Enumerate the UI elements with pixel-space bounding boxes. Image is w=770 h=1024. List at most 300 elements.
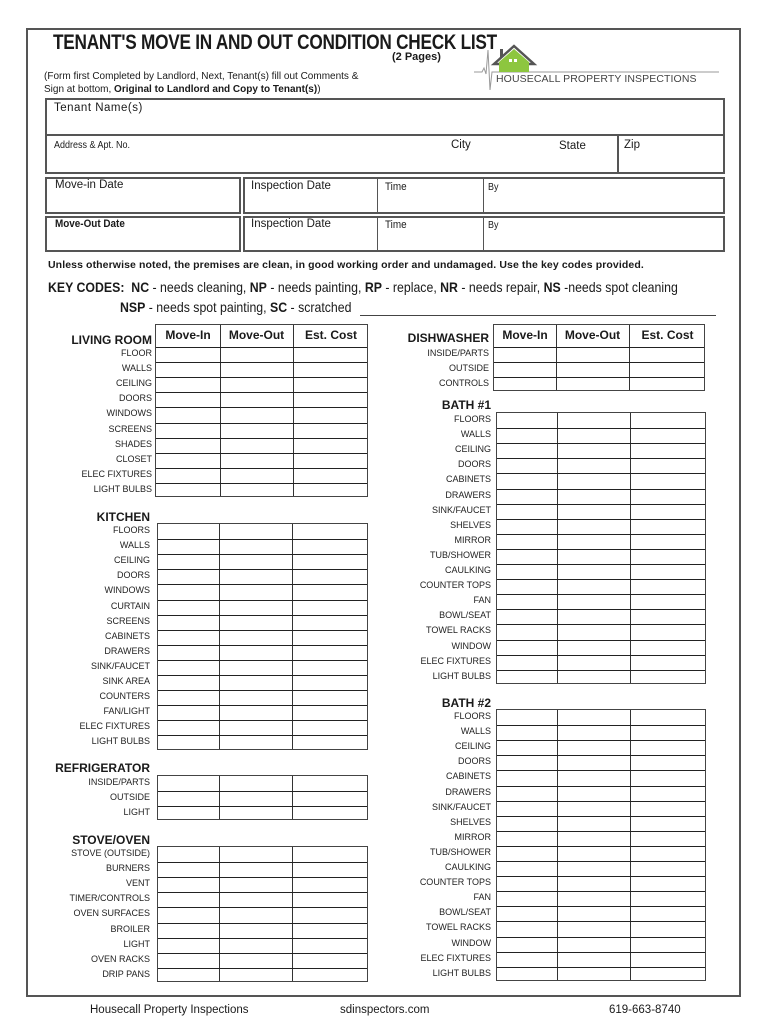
est-cost-cell[interactable] bbox=[630, 363, 705, 376]
move-out-cell[interactable] bbox=[220, 939, 291, 952]
key-code-abbr: SC bbox=[269, 299, 288, 315]
move-in-cell[interactable] bbox=[498, 656, 556, 669]
est-cost-cell[interactable] bbox=[631, 459, 706, 472]
move-out-cell[interactable] bbox=[221, 454, 292, 467]
move-out-cell[interactable] bbox=[220, 954, 291, 967]
move-out-cell[interactable] bbox=[558, 817, 629, 830]
move-out-cell[interactable] bbox=[558, 892, 629, 905]
move-in-cell[interactable] bbox=[159, 878, 218, 891]
city-field[interactable]: City bbox=[451, 139, 471, 151]
move-in-cell[interactable] bbox=[498, 520, 556, 533]
move-in-cell[interactable] bbox=[498, 429, 556, 442]
move-out-cell[interactable] bbox=[558, 535, 629, 548]
key-code-abbr: NSP bbox=[120, 299, 146, 315]
est-cost-cell[interactable] bbox=[293, 736, 368, 749]
move-in-cell[interactable] bbox=[498, 847, 556, 860]
move-in-cell[interactable] bbox=[159, 601, 218, 614]
est-cost-cell[interactable] bbox=[631, 817, 706, 830]
move-out-cell[interactable] bbox=[558, 953, 629, 966]
est-cost-cell[interactable] bbox=[294, 469, 368, 482]
row-label: FLOOR bbox=[120, 348, 152, 358]
checklist-grid bbox=[157, 523, 368, 750]
move-in-cell[interactable] bbox=[498, 580, 556, 593]
est-cost-cell[interactable] bbox=[631, 862, 706, 875]
est-cost-cell[interactable] bbox=[293, 863, 368, 876]
move-out-cell[interactable] bbox=[220, 736, 291, 749]
move-in-cell[interactable] bbox=[159, 525, 218, 538]
row-label: DOORS bbox=[457, 756, 491, 767]
move-out-cell[interactable] bbox=[558, 474, 629, 487]
est-cost-cell[interactable] bbox=[631, 520, 706, 533]
checklist-grid bbox=[496, 412, 706, 684]
divider bbox=[483, 218, 484, 250]
move-out-cell[interactable] bbox=[558, 444, 629, 457]
move-in-cell[interactable] bbox=[498, 565, 556, 578]
row-label: BOWL/SEAT bbox=[439, 907, 491, 918]
divider bbox=[377, 179, 378, 212]
section-title: BATH #1 bbox=[441, 398, 491, 412]
est-cost-cell[interactable] bbox=[294, 363, 368, 376]
move-out-cell[interactable] bbox=[558, 756, 629, 769]
est-cost-cell[interactable] bbox=[293, 721, 368, 734]
move-in-cell[interactable] bbox=[159, 777, 218, 790]
move-in-cell[interactable] bbox=[157, 393, 219, 406]
move-out-cell[interactable] bbox=[220, 848, 291, 861]
checklist-grid bbox=[157, 775, 368, 820]
est-cost-cell[interactable] bbox=[631, 580, 706, 593]
move-in-cell[interactable] bbox=[498, 595, 556, 608]
row-label: TIMER/CONTROLS bbox=[69, 893, 150, 904]
move-out-cell[interactable] bbox=[221, 484, 292, 497]
row-label: FAN/LIGHT bbox=[103, 706, 150, 717]
move-in-cell[interactable] bbox=[159, 736, 218, 749]
move-in-inspection-date-field[interactable]: Inspection Date bbox=[251, 180, 331, 192]
move-in-cell[interactable] bbox=[159, 924, 218, 937]
move-out-cell[interactable] bbox=[558, 625, 629, 638]
move-out-cell[interactable] bbox=[558, 968, 629, 981]
row-label: CABINETS bbox=[445, 474, 491, 485]
checklist-grid bbox=[155, 324, 368, 497]
est-cost-cell[interactable] bbox=[630, 348, 705, 361]
move-out-inspection-date-field[interactable]: Inspection Date bbox=[251, 218, 331, 230]
move-out-cell[interactable] bbox=[558, 832, 629, 845]
row-label: WALLS bbox=[121, 363, 152, 374]
move-in-cell[interactable] bbox=[498, 711, 556, 724]
row-label: DOORS bbox=[116, 570, 150, 581]
move-out-cell[interactable] bbox=[221, 408, 292, 421]
move-out-cell[interactable] bbox=[220, 540, 291, 553]
move-out-cell[interactable] bbox=[558, 741, 629, 754]
est-cost-cell[interactable] bbox=[294, 454, 368, 467]
row-label: WINDOW bbox=[451, 640, 491, 651]
move-in-cell[interactable] bbox=[498, 671, 556, 684]
state-field[interactable]: State bbox=[559, 140, 586, 152]
form-instructions bbox=[44, 70, 358, 96]
move-in-cell[interactable] bbox=[495, 363, 555, 376]
key-code-abbr: RP bbox=[364, 279, 382, 295]
row-label: SHADES bbox=[114, 438, 152, 449]
move-in-cell[interactable] bbox=[498, 726, 556, 739]
est-cost-cell[interactable] bbox=[293, 792, 368, 805]
move-in-cell[interactable] bbox=[498, 474, 556, 487]
move-in-cell[interactable] bbox=[159, 706, 218, 719]
est-cost-cell[interactable] bbox=[293, 969, 368, 982]
move-out-cell[interactable] bbox=[221, 348, 292, 361]
move-in-cell[interactable] bbox=[159, 540, 218, 553]
move-in-cell[interactable] bbox=[159, 939, 218, 952]
page-title: TENANT'S MOVE IN AND OUT CONDITION CHECK LIST bbox=[53, 31, 497, 54]
move-out-cell[interactable] bbox=[558, 580, 629, 593]
move-in-cell[interactable] bbox=[157, 469, 219, 482]
est-cost-cell[interactable] bbox=[294, 348, 368, 361]
row-label: ELEC FIXTURES bbox=[79, 721, 150, 732]
move-in-cell[interactable] bbox=[498, 877, 556, 890]
row-label: COUNTER TOPS bbox=[419, 877, 491, 888]
est-cost-cell[interactable] bbox=[631, 625, 706, 638]
row-label: CABINETS bbox=[445, 771, 491, 782]
est-cost-cell[interactable] bbox=[293, 908, 368, 921]
est-cost-cell[interactable] bbox=[631, 444, 706, 457]
move-out-cell[interactable] bbox=[220, 525, 291, 538]
key-code-desc: - needs cleaning, bbox=[149, 279, 250, 295]
est-cost-cell[interactable] bbox=[631, 938, 706, 951]
move-in-cell[interactable] bbox=[495, 378, 555, 391]
est-cost-cell[interactable] bbox=[630, 378, 705, 391]
zip-field[interactable]: Zip bbox=[624, 139, 640, 151]
est-cost-cell[interactable] bbox=[294, 439, 368, 452]
move-in-cell[interactable] bbox=[498, 505, 556, 518]
est-cost-cell[interactable] bbox=[631, 505, 706, 518]
divider bbox=[377, 218, 378, 250]
key-code-abbr: NP bbox=[249, 279, 267, 295]
move-in-cell[interactable] bbox=[159, 585, 218, 598]
move-out-cell[interactable] bbox=[220, 661, 291, 674]
row-label: BROILER bbox=[110, 923, 150, 934]
est-cost-cell[interactable] bbox=[631, 832, 706, 845]
move-out-cell[interactable] bbox=[558, 671, 629, 684]
move-out-cell[interactable] bbox=[220, 924, 291, 937]
move-out-cell[interactable] bbox=[558, 429, 629, 442]
est-cost-cell[interactable] bbox=[293, 848, 368, 861]
row-label: BURNERS bbox=[105, 863, 150, 874]
key-codes-underline bbox=[360, 315, 716, 316]
move-out-cell[interactable] bbox=[558, 641, 629, 654]
est-cost-cell[interactable] bbox=[293, 924, 368, 937]
row-label: OUTSIDE bbox=[109, 792, 150, 803]
move-out-cell[interactable] bbox=[220, 616, 291, 629]
move-out-cell[interactable] bbox=[220, 908, 291, 921]
move-out-cell[interactable] bbox=[220, 676, 291, 689]
est-cost-cell[interactable] bbox=[631, 741, 706, 754]
move-out-cell[interactable] bbox=[558, 565, 629, 578]
move-out-cell[interactable] bbox=[558, 414, 629, 427]
est-cost-cell[interactable] bbox=[631, 414, 706, 427]
move-out-cell[interactable] bbox=[220, 601, 291, 614]
est-cost-cell[interactable] bbox=[631, 787, 706, 800]
move-in-cell[interactable] bbox=[159, 661, 218, 674]
est-cost-cell[interactable] bbox=[631, 907, 706, 920]
page-count: (2 Pages) bbox=[392, 51, 441, 63]
est-cost-cell[interactable] bbox=[631, 726, 706, 739]
move-out-cell[interactable] bbox=[558, 726, 629, 739]
move-in-cell[interactable] bbox=[159, 721, 218, 734]
move-in-cell[interactable] bbox=[498, 756, 556, 769]
move-out-cell[interactable] bbox=[221, 363, 292, 376]
move-out-cell[interactable] bbox=[220, 570, 291, 583]
est-cost-cell[interactable] bbox=[293, 661, 368, 674]
move-out-cell[interactable] bbox=[558, 595, 629, 608]
move-out-cell[interactable] bbox=[558, 656, 629, 669]
section-title: BATH #2 bbox=[441, 696, 491, 710]
move-in-cell[interactable] bbox=[498, 907, 556, 920]
move-in-cell[interactable] bbox=[498, 953, 556, 966]
est-cost-cell[interactable] bbox=[631, 671, 706, 684]
move-in-cell[interactable] bbox=[157, 484, 219, 497]
move-out-cell[interactable] bbox=[221, 424, 292, 437]
row-label: TUB/SHOWER bbox=[429, 549, 491, 560]
move-in-cell[interactable] bbox=[498, 459, 556, 472]
move-in-cell[interactable] bbox=[498, 490, 556, 503]
move-in-cell[interactable] bbox=[498, 414, 556, 427]
move-in-cell[interactable] bbox=[159, 969, 218, 982]
est-cost-cell[interactable] bbox=[293, 807, 368, 820]
move-out-cell[interactable] bbox=[558, 459, 629, 472]
move-out-cell[interactable] bbox=[220, 777, 291, 790]
move-out-cell[interactable] bbox=[221, 378, 292, 391]
est-cost-cell[interactable] bbox=[631, 771, 706, 784]
move-in-cell[interactable] bbox=[498, 641, 556, 654]
est-cost-cell[interactable] bbox=[293, 646, 368, 659]
row-label: FAN bbox=[473, 595, 491, 606]
move-out-cell[interactable] bbox=[558, 610, 629, 623]
move-out-cell[interactable] bbox=[220, 706, 291, 719]
row-label: FLOORS bbox=[112, 525, 150, 535]
move-out-by-field[interactable]: By bbox=[488, 220, 499, 231]
est-cost-cell[interactable] bbox=[631, 802, 706, 815]
est-cost-cell[interactable] bbox=[293, 691, 368, 704]
move-in-cell[interactable] bbox=[157, 454, 219, 467]
est-cost-cell[interactable] bbox=[631, 490, 706, 503]
move-out-cell[interactable] bbox=[221, 439, 292, 452]
key-code-desc: - scratched bbox=[287, 299, 352, 315]
move-in-by-field[interactable]: By bbox=[488, 182, 499, 193]
row-label: BOWL/SEAT bbox=[439, 610, 491, 621]
est-cost-cell[interactable] bbox=[631, 756, 706, 769]
move-in-time-field[interactable]: Time bbox=[385, 181, 407, 193]
move-in-cell[interactable] bbox=[498, 802, 556, 815]
move-in-cell[interactable] bbox=[159, 792, 218, 805]
move-out-cell[interactable] bbox=[558, 505, 629, 518]
est-cost-cell[interactable] bbox=[293, 939, 368, 952]
tenant-names-field[interactable]: Tenant Name(s) bbox=[54, 102, 143, 114]
divider bbox=[47, 134, 723, 136]
move-in-cell[interactable] bbox=[157, 363, 219, 376]
row-label: MIRROR bbox=[454, 831, 491, 842]
move-out-cell[interactable] bbox=[558, 711, 629, 724]
est-cost-cell[interactable] bbox=[293, 570, 368, 583]
move-in-cell[interactable] bbox=[498, 832, 556, 845]
move-in-cell[interactable] bbox=[159, 646, 218, 659]
move-out-cell[interactable] bbox=[220, 721, 291, 734]
row-label: INSIDE/PARTS bbox=[427, 348, 489, 358]
est-cost-cell[interactable] bbox=[631, 610, 706, 623]
move-out-cell[interactable] bbox=[558, 787, 629, 800]
move-out-cell[interactable] bbox=[220, 691, 291, 704]
est-cost-cell[interactable] bbox=[631, 968, 706, 981]
tenant-info-box bbox=[45, 98, 725, 174]
move-in-cell[interactable] bbox=[498, 938, 556, 951]
est-cost-cell[interactable] bbox=[631, 565, 706, 578]
move-out-cell[interactable] bbox=[558, 550, 629, 563]
section-title: KITCHEN bbox=[96, 510, 150, 524]
move-in-cell[interactable] bbox=[498, 817, 556, 830]
move-out-cell[interactable] bbox=[557, 363, 628, 376]
move-out-cell[interactable] bbox=[558, 520, 629, 533]
move-out-cell[interactable] bbox=[220, 631, 291, 644]
move-in-cell[interactable] bbox=[157, 348, 219, 361]
move-in-cell[interactable] bbox=[159, 616, 218, 629]
est-cost-cell[interactable] bbox=[294, 484, 368, 497]
move-out-cell[interactable] bbox=[220, 969, 291, 982]
est-cost-cell[interactable] bbox=[294, 378, 368, 391]
row-label: LIGHT BULBS bbox=[91, 736, 150, 747]
move-in-cell[interactable] bbox=[498, 444, 556, 457]
move-in-cell[interactable] bbox=[159, 893, 218, 906]
move-in-cell[interactable] bbox=[159, 570, 218, 583]
move-out-cell[interactable] bbox=[220, 807, 291, 820]
est-cost-cell[interactable] bbox=[631, 892, 706, 905]
est-cost-cell[interactable] bbox=[293, 540, 368, 553]
move-out-cell[interactable] bbox=[220, 878, 291, 891]
est-cost-cell[interactable] bbox=[631, 429, 706, 442]
move-in-cell[interactable] bbox=[159, 691, 218, 704]
move-out-cell[interactable] bbox=[220, 646, 291, 659]
est-cost-cell[interactable] bbox=[631, 550, 706, 563]
move-out-cell[interactable] bbox=[220, 792, 291, 805]
est-cost-cell[interactable] bbox=[631, 474, 706, 487]
row-label: ELEC FIXTURES bbox=[81, 468, 152, 479]
key-codes-line-1 bbox=[48, 279, 678, 295]
est-cost-cell[interactable] bbox=[631, 641, 706, 654]
move-out-cell[interactable] bbox=[220, 863, 291, 876]
divider bbox=[483, 179, 484, 212]
est-cost-cell[interactable] bbox=[631, 535, 706, 548]
move-in-cell[interactable] bbox=[498, 535, 556, 548]
section-title: REFRIGERATOR bbox=[55, 761, 150, 775]
move-out-cell[interactable] bbox=[220, 585, 291, 598]
checklist-grid bbox=[157, 846, 368, 982]
est-cost-cell[interactable] bbox=[631, 595, 706, 608]
est-cost-cell[interactable] bbox=[631, 877, 706, 890]
est-cost-cell[interactable] bbox=[293, 616, 368, 629]
move-out-time-field[interactable]: Time bbox=[385, 219, 407, 231]
est-cost-cell[interactable] bbox=[294, 393, 368, 406]
row-label: CEILING bbox=[113, 555, 150, 566]
move-out-cell[interactable] bbox=[558, 877, 629, 890]
est-cost-cell[interactable] bbox=[293, 525, 368, 538]
move-in-cell[interactable] bbox=[157, 439, 219, 452]
move-in-cell[interactable] bbox=[159, 631, 218, 644]
est-cost-cell[interactable] bbox=[293, 585, 368, 598]
est-cost-cell[interactable] bbox=[293, 555, 368, 568]
move-out-cell[interactable] bbox=[558, 771, 629, 784]
move-out-cell[interactable] bbox=[220, 555, 291, 568]
row-label: DOORS bbox=[457, 459, 491, 470]
est-cost-cell[interactable] bbox=[294, 424, 368, 437]
est-cost-cell[interactable] bbox=[294, 408, 368, 421]
section-title: STOVE/OVEN bbox=[72, 833, 150, 847]
move-in-cell[interactable] bbox=[157, 408, 219, 421]
move-in-cell[interactable] bbox=[159, 676, 218, 689]
logo-text: HOUSECALL PROPERTY INSPECTIONS bbox=[496, 73, 697, 85]
est-cost-cell[interactable] bbox=[293, 893, 368, 906]
move-in-cell[interactable] bbox=[159, 807, 218, 820]
move-in-cell[interactable] bbox=[498, 862, 556, 875]
move-in-cell[interactable] bbox=[498, 741, 556, 754]
est-cost-cell[interactable] bbox=[293, 878, 368, 891]
est-cost-cell[interactable] bbox=[293, 954, 368, 967]
est-cost-cell[interactable] bbox=[293, 601, 368, 614]
move-in-cell[interactable] bbox=[498, 787, 556, 800]
move-in-cell[interactable] bbox=[159, 954, 218, 967]
est-cost-cell[interactable] bbox=[293, 676, 368, 689]
move-in-cell[interactable] bbox=[159, 555, 218, 568]
move-in-cell[interactable] bbox=[157, 378, 219, 391]
move-out-cell[interactable] bbox=[221, 469, 292, 482]
move-in-cell[interactable] bbox=[498, 892, 556, 905]
move-out-cell[interactable] bbox=[558, 490, 629, 503]
move-out-cell[interactable] bbox=[558, 847, 629, 860]
est-cost-cell[interactable] bbox=[631, 656, 706, 669]
move-in-cell[interactable] bbox=[495, 348, 555, 361]
move-in-cell[interactable] bbox=[498, 968, 556, 981]
move-out-cell[interactable] bbox=[558, 802, 629, 815]
column-header: Move-Out bbox=[564, 328, 621, 342]
move-out-cell[interactable] bbox=[221, 393, 292, 406]
move-out-cell[interactable] bbox=[557, 348, 628, 361]
row-label: VENT bbox=[125, 878, 150, 889]
row-label: SINK/FAUCET bbox=[90, 660, 150, 671]
move-in-cell[interactable] bbox=[157, 424, 219, 437]
est-cost-cell[interactable] bbox=[631, 711, 706, 724]
move-out-cell[interactable] bbox=[558, 862, 629, 875]
footer-website[interactable]: sdinspectors.com bbox=[340, 1004, 430, 1016]
move-out-cell[interactable] bbox=[558, 922, 629, 935]
row-label: TOWEL RACKS bbox=[425, 922, 491, 933]
column-header: Move-Out bbox=[228, 328, 285, 342]
est-cost-cell[interactable] bbox=[631, 847, 706, 860]
est-cost-cell[interactable] bbox=[293, 631, 368, 644]
est-cost-cell[interactable] bbox=[631, 953, 706, 966]
move-in-cell[interactable] bbox=[159, 848, 218, 861]
move-in-cell[interactable] bbox=[498, 610, 556, 623]
est-cost-cell[interactable] bbox=[631, 922, 706, 935]
row-label: LIGHT BULBS bbox=[93, 483, 152, 494]
move-in-cell[interactable] bbox=[159, 863, 218, 876]
move-in-cell[interactable] bbox=[498, 550, 556, 563]
est-cost-cell[interactable] bbox=[293, 777, 368, 790]
address-field[interactable]: Address & Apt. No. bbox=[54, 140, 131, 151]
move-in-cell[interactable] bbox=[498, 625, 556, 638]
move-in-cell[interactable] bbox=[498, 922, 556, 935]
move-out-cell[interactable] bbox=[558, 938, 629, 951]
move-in-cell[interactable] bbox=[159, 908, 218, 921]
move-out-cell[interactable] bbox=[220, 893, 291, 906]
est-cost-cell[interactable] bbox=[293, 706, 368, 719]
move-out-cell[interactable] bbox=[558, 907, 629, 920]
move-in-cell[interactable] bbox=[498, 771, 556, 784]
move-out-cell[interactable] bbox=[557, 378, 628, 391]
